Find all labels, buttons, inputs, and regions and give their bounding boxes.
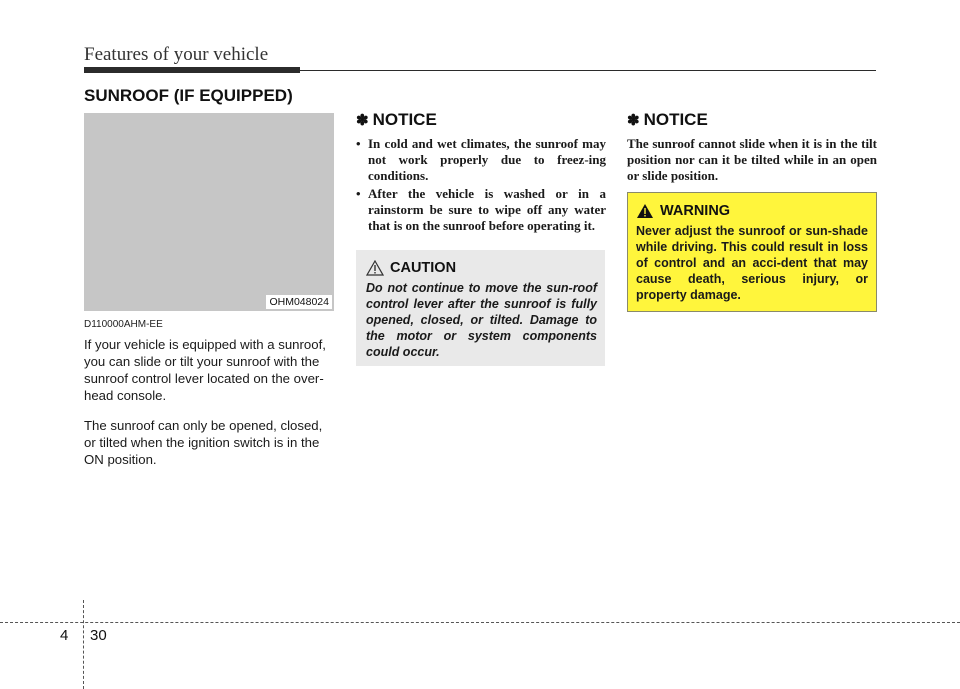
paragraph-sunroof-operation: If your vehicle is equipped with a sunroof, you can slide or tilt your sunroof with the sunroof control lever located on the over-head console.: [84, 337, 326, 403]
star-icon: ✽: [627, 112, 640, 129]
star-icon: ✽: [356, 112, 369, 129]
footer-rule: [0, 622, 960, 623]
notice-heading-label: NOTICE: [643, 110, 708, 129]
notice-item-text: After the vehicle is washed or in a rainstorm be sure to wipe off any water that is on the sunroof before operating it.: [368, 186, 606, 233]
column-right: [627, 110, 877, 184]
paragraph-ignition-requirement: The sunroof can only be opened, closed, or tilted when the ignition switch is in the ON position.: [84, 418, 323, 467]
caution-heading: [366, 260, 597, 276]
notice-heading-label: NOTICE: [372, 110, 437, 129]
notice-heading: [356, 110, 606, 130]
bullet: •: [356, 186, 361, 201]
column-middle: [356, 110, 606, 236]
caution-box: [356, 250, 605, 366]
notice-list: [356, 136, 606, 234]
header-rule-thick: [84, 67, 300, 73]
notice-item-text: In cold and wet climates, the sunroof may not work properly due to freez-ing conditions.: [368, 136, 606, 183]
warning-text: Never adjust the sunroof or sun-shade while driving. This could result in loss of control and an acci-dent that may cause death, serious injury, or property damage.: [636, 224, 868, 302]
warning-heading-label: WARNING: [660, 203, 731, 219]
list-item: [356, 136, 606, 184]
notice-heading: [627, 110, 877, 130]
chapter-number: 4: [60, 627, 69, 644]
header-title: Features of your vehicle: [84, 44, 269, 65]
section-title: SUNROOF (IF EQUIPPED): [84, 86, 293, 105]
warning-triangle-icon: [636, 203, 654, 219]
document-code: D110000AHM-EE: [84, 319, 163, 330]
header-rule-thin: [300, 70, 876, 71]
warning-heading: [636, 203, 868, 219]
caution-triangle-icon: [366, 260, 384, 276]
column-left: [84, 113, 334, 481]
caution-text: Do not continue to move the sun-roof control lever after the sunroof is fully opened, closed, or tilted. Damage to the motor or system components could occur.: [366, 281, 597, 359]
footer-divider: [83, 600, 84, 689]
warning-box: [627, 192, 877, 312]
list-item: [356, 186, 606, 234]
sunroof-photo: [84, 113, 334, 311]
bullet: •: [356, 136, 361, 151]
notice-text: The sunroof cannot slide when it is in the tilt position nor can it be tilted while in an open or slide position.: [627, 136, 877, 183]
page-number: 30: [90, 627, 107, 644]
caution-heading-label: CAUTION: [390, 260, 457, 276]
image-code: OHM048024: [266, 295, 332, 309]
